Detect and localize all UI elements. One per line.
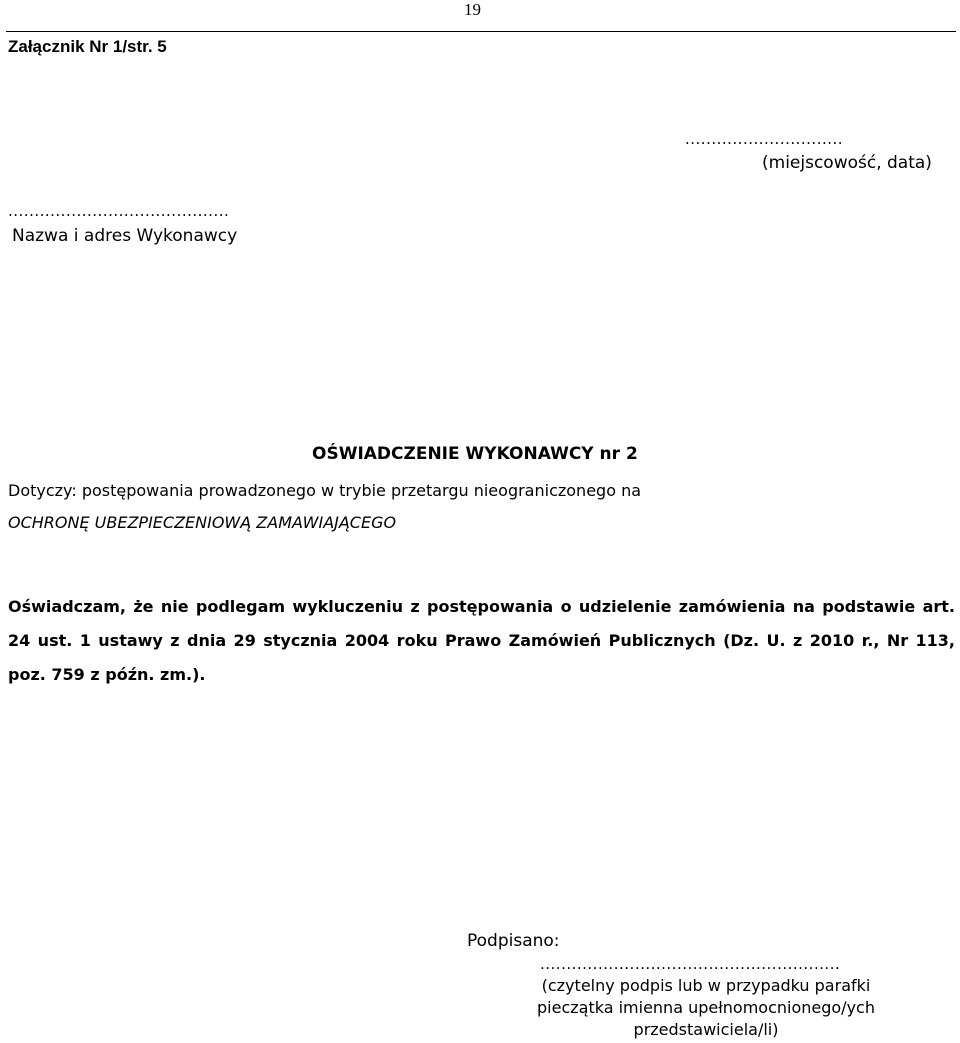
- attachment-label: Załącznik Nr 1/str. 5: [8, 37, 167, 56]
- header-divider: [6, 31, 956, 32]
- signature-caption: [520, 975, 892, 1041]
- contractor-dots: ..........................................: [8, 202, 230, 220]
- place-date-dots: ..............................: [685, 130, 844, 148]
- contractor-label: Nazwa i adres Wykonawcy: [12, 226, 238, 246]
- page-number: 19: [464, 0, 481, 19]
- statement-concerns: Dotyczy: postępowania prowadzonego w trybie przetargu nieograniczonego na: [8, 481, 642, 500]
- signature-dots: .........................................................: [540, 955, 841, 973]
- place-date-label: (miejscowość, data): [762, 153, 932, 173]
- signature-caption-line-3: przedstawiciela/li): [633, 1020, 779, 1039]
- signed-label: Podpisano:: [467, 931, 560, 951]
- declaration-text: Oświadczam, że nie podlegam wykluczeniu z postępowania o udzielenie zamówienia na podstawie art. 24 ust. 1 ustawy z dnia 29 stycznia 2004 roku Prawo Zamówień Publicznych (Dz. U. z 2010 r., Nr 113, poz. 759 z późn. zm.).: [8, 597, 955, 684]
- signature-caption-line-1: (czytelny podpis lub w przypadku parafki: [541, 976, 871, 995]
- signature-caption-line-2: pieczątka imienna upełnomocnionego/ych: [537, 998, 875, 1017]
- statement-title: OŚWIADCZENIE WYKONAWCY nr 2: [312, 444, 638, 464]
- statement-subject: OCHRONĘ UBEZPIECZENIOWĄ ZAMAWIAJĄCEGO: [8, 513, 397, 532]
